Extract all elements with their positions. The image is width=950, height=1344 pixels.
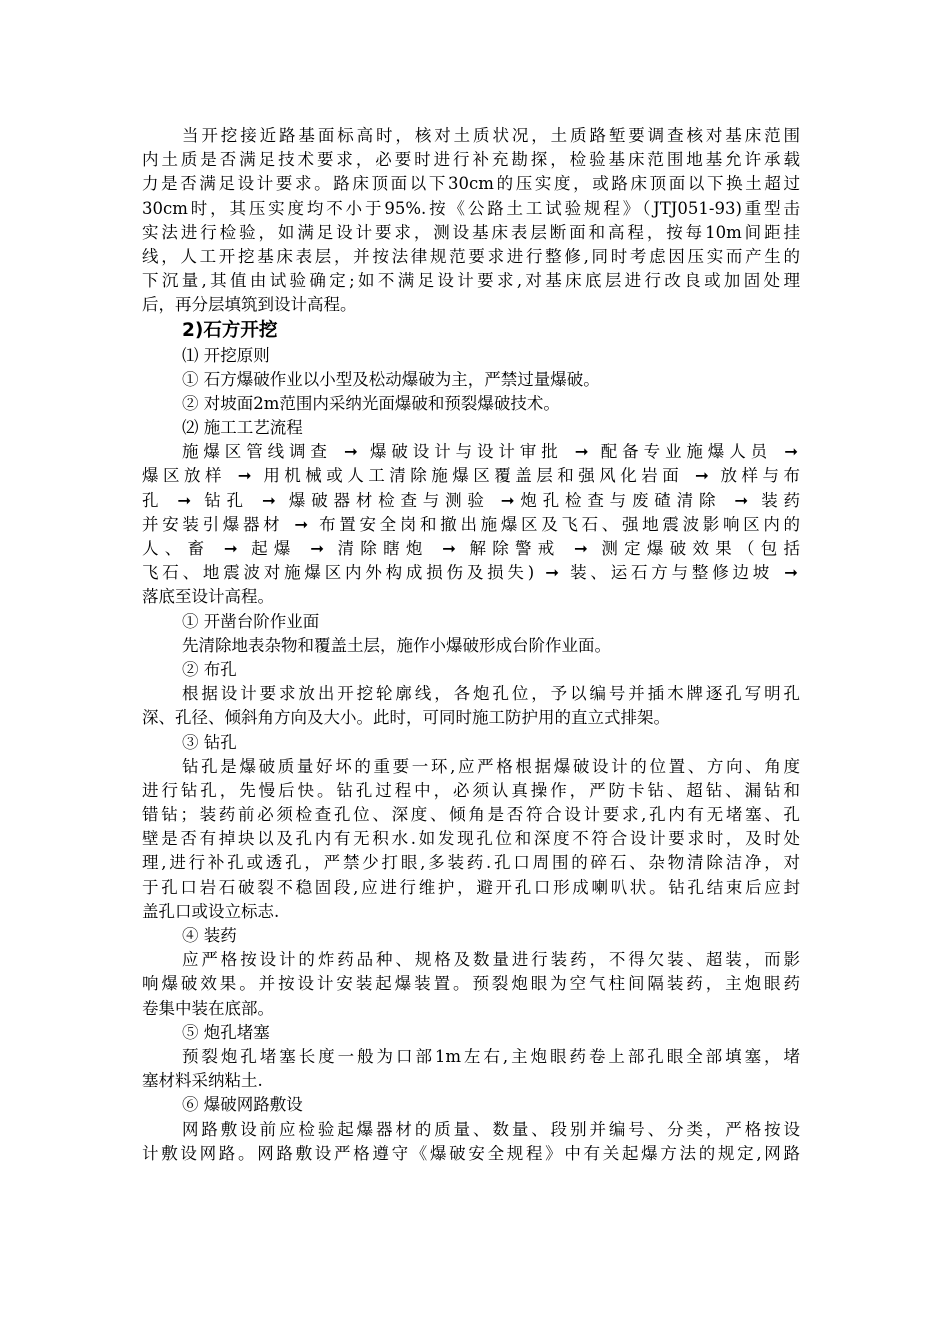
flow-step: 解除警戒 <box>469 539 561 558</box>
flow-step: 用机械或人工清除施爆区覆盖层和强风化岩面 <box>263 466 684 486</box>
text-line: 应严格按设计的炸药品种、规格及数量进行装药，不得欠装、超装，而影 <box>182 950 800 970</box>
arrow-right-icon: ➞ <box>261 490 276 510</box>
flow-step: 钻孔 <box>204 490 249 510</box>
arrow-right-icon: ➞ <box>784 563 798 583</box>
arrow-right-icon: ➞ <box>442 539 456 558</box>
text-line: 后，再分层填筑到设计高程。 <box>142 295 357 315</box>
flow-step: 爆区放样 <box>142 466 226 486</box>
text-line: 塞材料采纳粘土. <box>142 1071 263 1091</box>
text-line: 内土质是否满足技术要求，必要时进行补充勘探，检验基床范围地基允许承载 <box>142 150 800 170</box>
flow-line <box>142 561 800 585</box>
flow-step: 放样与布 <box>720 466 800 486</box>
subsection-title: ⑴ 开挖原则 <box>182 345 270 365</box>
flow-step: 装药 <box>761 490 800 510</box>
arrow-right-icon: ➞ <box>694 466 709 486</box>
arrow-right-icon: ➞ <box>574 539 588 558</box>
intro-paragraph <box>142 124 800 318</box>
flow-step: 测定爆破效果（包括 <box>601 539 800 558</box>
arrow-right-icon: ➞ <box>784 442 799 462</box>
flow-step: 爆破器材检查与测验 <box>288 490 490 510</box>
step-title: ③ 钻孔 <box>182 732 237 752</box>
process-flow <box>142 440 800 609</box>
flow-line: 落底至设计高程。 <box>142 587 274 607</box>
text-line: 实法进行检验，如满足设计要求，测设基床表层断面和高程，按每10m间距挂 <box>142 222 800 242</box>
text-line: 钻孔是爆破质量好坏的重要一环,应严格根据爆破设计的位置、方向、角度 <box>182 756 800 776</box>
text-line: 深、孔径、倾斜角方向及大小。此时，可同时施工防护用的直立式排架。 <box>142 708 670 728</box>
step-title: ⑥ 爆破网路敷设 <box>182 1095 303 1115</box>
step-title: ⑤ 炮孔堵塞 <box>182 1022 270 1042</box>
flow-step: 起爆 <box>251 539 297 558</box>
text-line: 错钻；装药前必须检查孔位、深度、倾角是否符合设计要求,孔内有无堵塞、孔 <box>142 805 800 825</box>
principle-item: ② 对坡面2m范围内采纳光面爆破和预裂爆破技术。 <box>182 393 560 413</box>
flow-step: 配备专业施爆人员 <box>600 442 773 462</box>
subsection-title: ⑵ 施工工艺流程 <box>182 418 303 438</box>
text-line: 卷集中装在底部。 <box>142 998 274 1018</box>
text-line: 预裂炮孔堵塞长度一般为口部1m左右,主炮眼药卷上部孔眼全部填塞，堵 <box>182 1046 800 1066</box>
flow-step: 爆破设计与设计审批 <box>369 442 563 462</box>
flow-line <box>142 464 800 488</box>
arrow-right-icon: ➞ <box>237 466 252 486</box>
arrow-right-icon: ➞ <box>574 442 589 462</box>
text-line: 盖孔口或设立标志. <box>142 901 280 921</box>
text-line: 下沉量,其值由试验确定;如不满足设计要求,对基床底层进行改良或加固处理 <box>142 271 800 291</box>
text-line: 响爆破效果。并按设计安装起爆装置。预裂炮眼为空气柱间隔装药，主炮眼药 <box>142 974 800 994</box>
text-line: 根据设计要求放出开挖轮廓线，各炮孔位，予以编号并插木牌逐孔写明孔 <box>182 684 800 704</box>
arrow-right-icon: ➞ <box>734 490 749 510</box>
text-line: 进行钻孔，先慢后快。钻孔过程中，必须认真操作，严防卡钻、超钻、漏钻和 <box>142 780 800 800</box>
text-line: 力是否满足设计要求。路床顶面以下30cm的压实度，或路床顶面以下换土超过 <box>142 174 800 194</box>
flow-line <box>142 440 800 464</box>
arrow-right-icon: ➞ <box>310 539 325 558</box>
text-line: 当开挖接近路基面标高时，核对土质状况，土质路堑要调查核对基床范围 <box>182 126 800 145</box>
flow-step: 并安装引爆器材 <box>142 514 284 534</box>
text-line: 壁是否有掉块以及孔内有无积水.如发现孔位和深度不符合设计要求时，及时处 <box>142 829 800 849</box>
flow-step: 人、畜 <box>142 539 211 558</box>
text-line: 网路敷设前应检验起爆器材的质量、数量、段别并编号、分类，严格按设 <box>182 1119 800 1139</box>
text-line: 理,进行补孔或透孔，严禁少打眼,多装药.孔口周围的碎石、杂物清除洁净，对 <box>142 853 800 873</box>
arrow-right-icon: ➞ <box>294 514 309 534</box>
text-line: 计敷设网路。网路敷设严格遵守《爆破安全规程》中有关起爆方法的规定,网路 <box>142 1143 800 1163</box>
text-line: 线，人工开挖基床表层，并按法律规范要求进行整修,同时考虑因压实而产生的 <box>142 246 800 266</box>
flow-step: 孔 <box>142 490 165 510</box>
step-title: ① 开凿台阶作业面 <box>182 611 320 631</box>
principle-item: ① 石方爆破作业以小型及松动爆破为主，严禁过量爆破。 <box>182 369 600 389</box>
flow-line <box>142 537 800 561</box>
flow-step: 清除瞎炮 <box>337 539 429 558</box>
text-line: 30cm时，其压实度均不小于95%.按《公路土工试验规程》（JTJ051-93)重型击 <box>142 198 800 218</box>
section-heading: 2)石方开挖 <box>182 319 278 341</box>
text-line: 先清除地表杂物和覆盖土层，施作小爆破形成台阶作业面。 <box>182 635 611 655</box>
text-line: 于孔口岩石破裂不稳固段,应进行维护，避开孔口形成喇叭状。钻孔结束后应封 <box>142 877 800 897</box>
flow-step: 装、运石方与整修边坡 <box>570 563 774 583</box>
flow-line <box>142 513 800 537</box>
arrow-right-icon: ➞ <box>223 539 238 558</box>
flow-step: 飞石、地震波对施爆区内外构成损伤及损失) <box>142 563 535 583</box>
arrow-right-icon: ➞ <box>545 563 560 583</box>
step-title: ② 布孔 <box>182 659 237 679</box>
flow-step: 布置安全岗和撤出施爆区及飞石、强地震波影响区内的 <box>319 514 800 534</box>
step-title: ④ 装药 <box>182 926 237 945</box>
arrow-right-icon: ➞ <box>177 490 192 510</box>
flow-line <box>142 489 800 513</box>
arrow-right-icon: ➞ <box>344 442 358 462</box>
flow-step: ➞炮孔检查与废碴清除 <box>500 490 722 510</box>
flow-step: 施爆区管线调查 <box>182 442 332 462</box>
